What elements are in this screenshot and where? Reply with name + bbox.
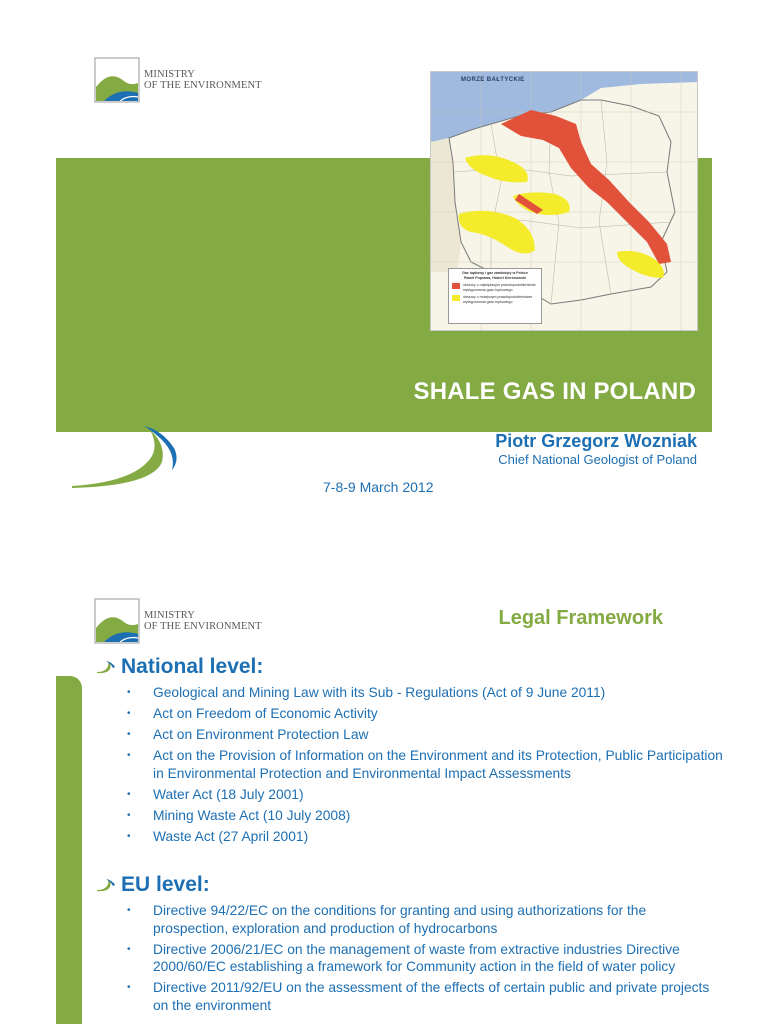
list-item: [124, 807, 724, 825]
national-law-list: [124, 684, 724, 849]
eu-directive-list: [124, 902, 724, 1018]
chevron-arrow-icon: [96, 660, 116, 674]
list-item: [124, 902, 724, 937]
bullet-icon: •: [127, 943, 131, 955]
list-item-text: Directive 2011/92/EU on the assessment of the effects of certain public and private projects on the environment: [153, 980, 710, 1013]
eu-level-heading: [96, 873, 210, 897]
presenter-role: Chief National Geologist of Poland: [498, 452, 697, 467]
list-item: [124, 941, 724, 976]
list-item-text: Geological and Mining Law with its Sub - Regulations (Act of 9 June 2011): [153, 685, 606, 700]
logo-line-1: MINISTRY: [144, 69, 195, 80]
list-item: [124, 828, 724, 846]
ministry-logo-icon: [94, 57, 140, 103]
map-legend: [448, 268, 542, 324]
list-item: [124, 747, 724, 782]
list-item: [124, 684, 724, 702]
legend-swatch-yellow: [452, 295, 460, 301]
bullet-icon: •: [127, 788, 131, 800]
eu-heading-text: EU level:: [121, 873, 210, 896]
ministry-logo: [94, 57, 262, 103]
list-item: [124, 726, 724, 744]
legend-title-2: Paweł Poprawa, Hubert Kiersnowski: [464, 275, 526, 280]
bullet-icon: •: [127, 750, 131, 761]
logo-line-1: MINISTRY: [144, 610, 195, 621]
chevron-arrow-icon: [96, 878, 116, 892]
logo-line-2: OF THE ENVIRONMENT: [144, 80, 262, 91]
list-item-text: Directive 94/22/EC on the conditions for granting and using authorizations for the prospection, exploration and production of hydrocarbons: [153, 903, 647, 936]
bullet-icon: •: [127, 905, 131, 916]
bullet-icon: •: [127, 729, 131, 740]
list-item-text: Act on Freedom of Economic Activity: [153, 706, 378, 721]
list-item-text: Act on the Provision of Information on the Environment and its Protection, Public Participation in Environmental Protection and Environmental Impact Assessments: [153, 748, 723, 781]
bullet-icon: •: [127, 982, 131, 993]
list-item-text: Water Act (18 July 2001): [153, 786, 304, 802]
list-item-text: Waste Act (27 April 2001): [153, 828, 309, 844]
logo-line-2: OF THE ENVIRONMENT: [144, 621, 262, 632]
bullet-icon: •: [127, 830, 131, 842]
map-sea-label: MORZE BAŁTYCKIE: [461, 77, 525, 83]
legend-item-2: obszary o mniejszym prawdopodobieństwie występowania gazu łupkowego: [463, 295, 533, 304]
list-item-text: Act on Environment Protection Law: [153, 727, 369, 742]
slide-title: SHALE GAS IN POLAND: [413, 378, 696, 405]
list-item-text: Mining Waste Act (10 July 2008): [153, 807, 351, 823]
swoosh-decoration-icon: [66, 418, 186, 492]
shale-gas-map: [430, 71, 698, 331]
legend-title-1: Gaz łupkowy i gaz zamknięty w Polsce: [462, 271, 528, 275]
national-level-heading: [96, 655, 263, 679]
ministry-logo: [94, 598, 262, 644]
list-item: [124, 705, 724, 723]
legend-item-1: obszary o największym prawdopodobieństwie występowania gazu łupkowego: [463, 283, 536, 292]
bullet-icon: •: [127, 687, 131, 698]
presentation-date: 7-8-9 March 2012: [323, 479, 434, 495]
presenter-name: Piotr Grzegorz Wozniak: [495, 431, 697, 451]
legend-swatch-red: [452, 283, 460, 289]
ministry-logo-icon: [94, 598, 140, 644]
list-item-text: Directive 2006/21/EC on the management of waste from extractive industries Directive 2000/60/EC establishing a framework for Community action in the field of water policy: [153, 941, 680, 974]
bullet-icon: •: [127, 809, 131, 821]
list-item: [124, 786, 724, 804]
bullet-icon: •: [127, 708, 131, 719]
list-item: [124, 979, 724, 1014]
section-title: Legal Framework: [498, 607, 663, 629]
national-heading-text: National level:: [121, 655, 264, 678]
left-accent-bar: [56, 676, 82, 1024]
